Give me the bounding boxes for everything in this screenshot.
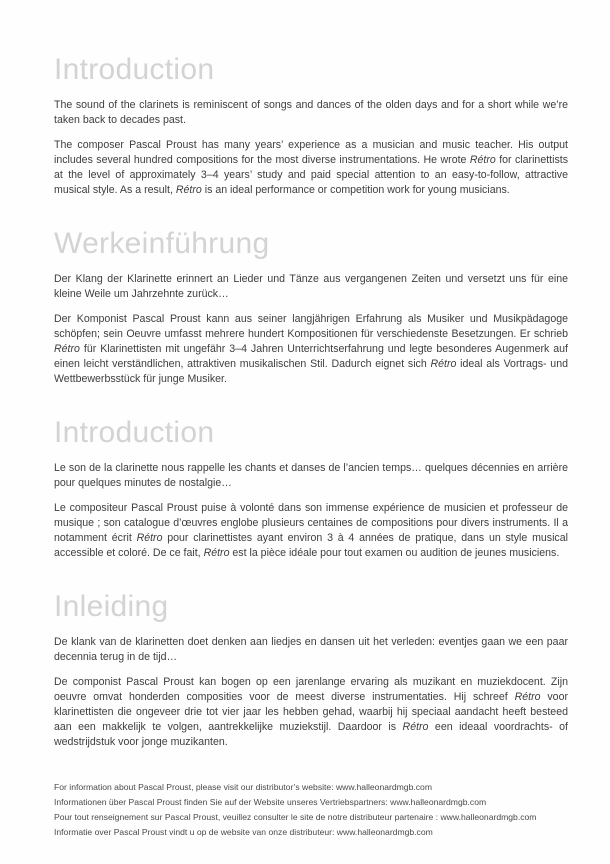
paragraph-dutch-1: De klank van de klarinetten doet denken aan liedjes en dansen uit het verleden: eventjes gaan we een paar decennia terug in de tijd… [54, 636, 568, 663]
paragraph-german-2: Der Komponist Pascal Proust kann aus seiner langjährigen Erfahrung als Musiker und Musikpädagoge schöpfen; sein Oeuvre umfasst mehrere hundert Kompositionen für verschiedenste Besetzungen. Er schrieb Rétro für Klarinettisten mit ungefähr 3–4 Jahren Unterrichtserfahrung und legte besonderes Augenmerk auf einen leicht verständlichen, attraktiven musikalischen Stil. Dadurch eignet sich Rétro ideal als Vortrags- und Wettbewerbsstück für junge Musiker. [54, 313, 568, 385]
section-heading-german: Werkeinführung [54, 227, 270, 260]
section-introduction-english [54, 54, 568, 198]
paragraph-english-2: The composer Pascal Proust has many years’ experience as a musician and music teacher. His output includes several hundred compositions for the most diverse instrumentations. He wrote Rétro for clarinettists at the level of approximately 3–4 years’ study and paid special attention to an easy-to-follow, attractive musical style. As a result, Rétro is an ideal performance or competition work for young musicians. [54, 139, 568, 196]
footer-line-english: For information about Pascal Proust, please visit our distributor’s website: www.halleonardmgb.com [54, 782, 432, 792]
paragraph-german-1: Der Klang der Klarinette erinnert an Lieder und Tänze aus vergangenen Zeiten und versetzt uns für eine kleine Weile um Jahrzehnte zurück… [54, 273, 568, 300]
section-introduction-french [54, 417, 568, 561]
section-heading-dutch: Inleiding [54, 590, 169, 623]
paragraph-english-1: The sound of the clarinets is reminiscent of songs and dances of the olden days and for a short while we’re taken back to decades past. [54, 99, 568, 126]
paragraph-french-1: Le son de la clarinette nous rappelle les chants et danses de l’ancien temps… quelques décennies en arrière pour quelques minutes de nostalgie… [54, 462, 568, 489]
section-heading-english: Introduction [54, 53, 215, 86]
section-introduction-dutch [54, 591, 568, 750]
footer-line-french: Pour tout renseignement sur Pascal Proust, veuillez consulter le site de notre distributeur partenaire : www.halleonardmgb.com [54, 812, 537, 822]
section-introduction-german [54, 228, 568, 387]
footer-line-dutch: Informatie over Pascal Proust vindt u op de website van onze distributeur: www.halleonardmgb.com [54, 827, 433, 837]
footer-line-german: Informationen über Pascal Proust finden Sie auf der Website unseres Vertriebspartners: www.halleonardmgb.com [54, 797, 487, 807]
paragraph-french-2: Le compositeur Pascal Proust puise à volonté dans son immense expérience de musicien et professeur de musique ; son catalogue d’œuvres englobe plusieurs centaines de compositions pour divers instruments. Il a notamment écrit Rétro pour clarinettistes ayant environ 3 à 4 années de pratique, dans un style musical accessible et coloré. De ce fait, Rétro est la pièce idéale pour tout examen ou audition de jeunes musiciens. [54, 502, 568, 559]
section-heading-french: Introduction [54, 416, 215, 449]
paragraph-dutch-2: De componist Pascal Proust kan bogen op een jarenlange ervaring als muzikant en muziekdocent. Zijn oeuvre omvat honderden composities voor de meest diverse instrumentaties. Hij schreef Rétro voor klarinettisten die ongeveer drie tot vier jaar les hebben gehad, waarbij hij speciaal aandacht heeft besteed aan een makkelijk te volgen, aantrekkelijke muziekstijl. Daardoor is Rétro een ideaal voordrachts- of wedstrijdstuk voor jonge muzikanten. [54, 676, 568, 748]
footer-distributor-info [54, 780, 568, 840]
